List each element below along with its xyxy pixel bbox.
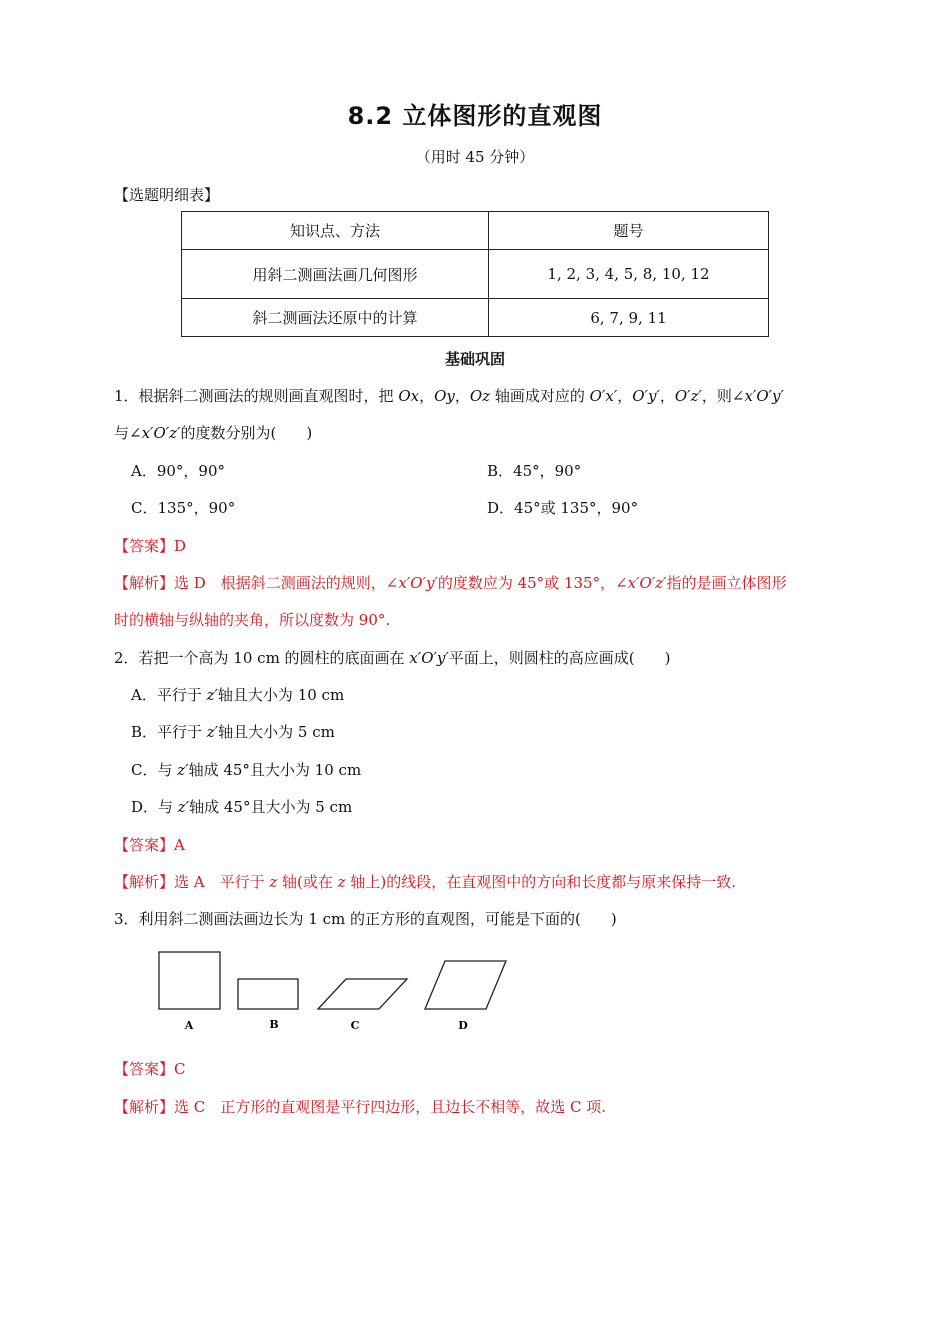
q2-answer: 【答案】A: [114, 836, 185, 854]
table-header-row: [182, 212, 769, 250]
text: ，: [454, 387, 470, 405]
q1-answer: 【答案】D: [114, 537, 187, 555]
table-header-cell: 知识点、方法: [182, 212, 489, 250]
table-row: [182, 250, 769, 299]
text: 轴成 45°且大小为 10 cm: [188, 761, 362, 779]
text: 轴且大小为 5 cm: [218, 723, 335, 741]
figure-label-d: D: [458, 1019, 468, 1032]
figure-b-rectangle: [238, 979, 298, 1009]
text: D．与: [131, 798, 178, 816]
q2-stem: [114, 647, 671, 668]
math-var: z′: [206, 723, 219, 741]
math-var: O′z′: [674, 387, 702, 405]
figure-a-square: [159, 952, 220, 1009]
q1-option-a[interactable]: A．90°，90°: [131, 462, 226, 480]
table-header-cell: 题号: [489, 212, 769, 250]
table-label: 【选题明细表】: [114, 186, 220, 204]
math-var: x′O′z′: [627, 574, 667, 592]
text: 平面上，则圆柱的高应画成( ): [448, 649, 671, 667]
math-var: z′: [177, 761, 189, 779]
figure-c-parallelogram: [318, 979, 407, 1009]
text: 的度数分别为( ): [180, 424, 313, 442]
math-var: Ox: [398, 387, 420, 405]
table-cell: 用斜二测画法画几何图形: [182, 250, 489, 299]
q1-stem-line2: [114, 422, 312, 443]
text: 指的是画立体图形: [666, 574, 787, 592]
q2-option-b[interactable]: [131, 721, 335, 742]
table-cell: 斜二测画法还原中的计算: [182, 299, 489, 337]
text: 轴(或在: [277, 873, 338, 891]
text: 2．若把一个高为 10 cm 的圆柱的底面画在: [114, 649, 410, 667]
text: 轴上)的线段，在直观图中的方向和长度都与原来保持一致.: [345, 873, 736, 891]
text: 1．根据斜二测画法的规则画直观图时，把: [114, 387, 399, 405]
figure-label-a: A: [184, 1019, 194, 1032]
topic-table: [181, 211, 769, 337]
q1-option-b[interactable]: B．45°，90°: [487, 462, 582, 480]
figure-label-c: C: [350, 1019, 360, 1032]
text: 的度数应为 45°或 135°，∠: [437, 574, 628, 592]
text: 与∠: [114, 424, 142, 442]
q2-option-a[interactable]: [131, 684, 344, 705]
table-cell: 6, 7, 9, 11: [489, 299, 769, 337]
math-var: z: [337, 873, 346, 891]
math-var: z′: [177, 798, 190, 816]
text: A．平行于: [131, 686, 207, 704]
q3-stem: 3．利用斜二测画法画边长为 1 cm 的正方形的直观图，可能是下面的( ): [114, 910, 617, 928]
math-var: Oy: [434, 387, 455, 405]
math-var: x′O′y′: [398, 574, 438, 592]
q1-explanation-line2: 时的横轴与纵轴的夹角，所以度数为 90°.: [114, 611, 391, 629]
q3-answer: 【答案】C: [114, 1060, 186, 1078]
text: 【解析】选 A 平行于: [114, 873, 270, 891]
section-heading: 基础巩固: [444, 350, 505, 368]
text: B．平行于: [131, 723, 207, 741]
text: ，则∠: [701, 387, 745, 405]
math-var: x′O′z′: [141, 424, 181, 442]
q2-explanation: [114, 871, 736, 892]
time-note: （用时 45 分钟）: [415, 148, 535, 166]
math-var: Oz: [469, 387, 491, 405]
math-var: z: [269, 873, 278, 891]
table-cell: 1, 2, 3, 4, 5, 8, 10, 12: [489, 250, 769, 299]
text: 轴且大小为 10 cm: [217, 686, 345, 704]
text: C．与: [131, 761, 178, 779]
q1-stem-line1: [114, 385, 784, 406]
q1-option-d[interactable]: D．45°或 135°，90°: [487, 499, 639, 517]
math-var: x′O′y′: [744, 387, 784, 405]
math-var: x′O′y′: [409, 649, 449, 667]
q3-explanation: 【解析】选 C 正方形的直观图是平行四边形，且边长不相等，故选 C 项.: [114, 1098, 607, 1116]
figure-label-b: B: [269, 1018, 279, 1031]
text: ，: [659, 387, 675, 405]
text: ，: [419, 387, 435, 405]
q2-option-d[interactable]: [131, 796, 352, 817]
text: ，: [617, 387, 633, 405]
math-var: O′y′: [632, 387, 660, 405]
figure-d-parallelogram: [425, 961, 506, 1009]
q3-figure: [150, 945, 520, 1045]
math-var: z′: [206, 686, 218, 704]
page-title: 8.2 立体图形的直观图: [347, 102, 603, 130]
text: 【解析】选 D 根据斜二测画法的规则，∠: [114, 574, 399, 592]
table-row: [182, 299, 769, 337]
q1-explanation-line1: [114, 572, 787, 593]
text: 轴成 45°且大小为 5 cm: [189, 798, 353, 816]
q1-option-c[interactable]: C．135°，90°: [131, 499, 236, 517]
math-var: O′x′: [589, 387, 618, 405]
q2-option-c[interactable]: [131, 759, 361, 780]
text: 轴画成对应的: [490, 387, 590, 405]
